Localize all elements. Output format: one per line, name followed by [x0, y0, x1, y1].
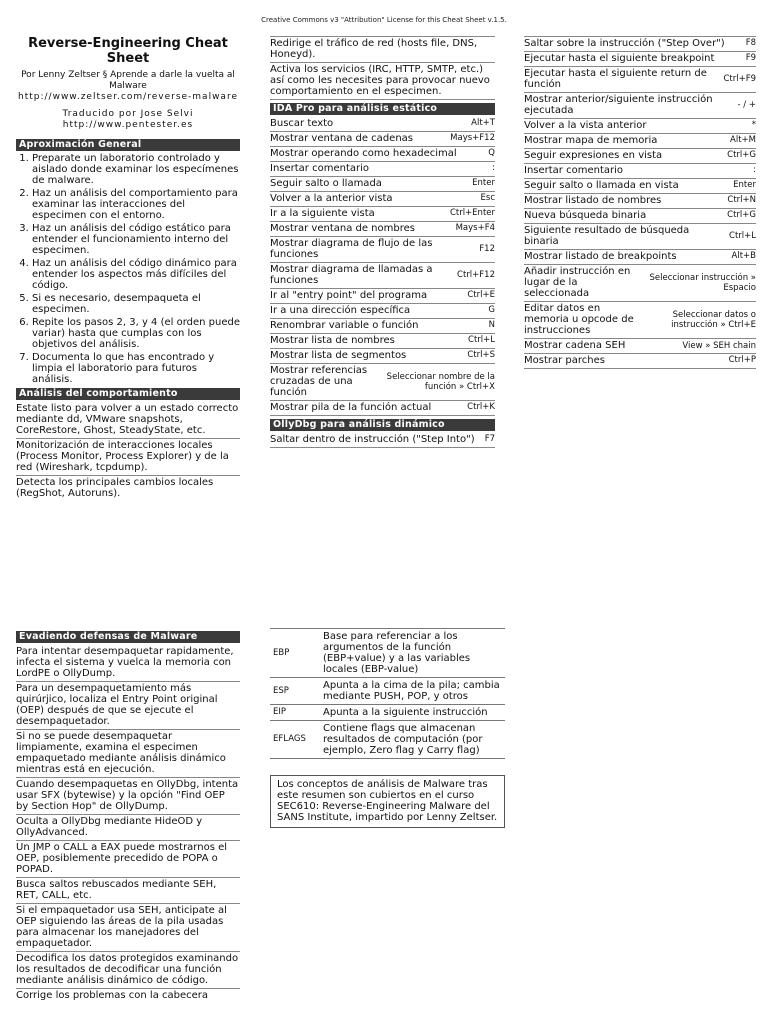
author-url[interactable]: http://www.zeltser.com/reverse-malware [18, 92, 238, 102]
shortcut-key: Mays+F12 [450, 133, 495, 143]
step-item: 2. Haz un análisis del comportamiento para examinar las interacciones del especimen con el entorno. [32, 188, 240, 221]
register-row [270, 705, 505, 721]
evading-item: Si no se puede desempaquetar limpiamente, examina el especimen empaquetado mediante análisis dinámico mientras está en ejecución. [16, 730, 240, 778]
shortcut-key: Alt+M [730, 135, 756, 145]
shortcut-row [270, 207, 495, 222]
shortcut-key: F12 [479, 243, 495, 254]
section-heading-olly: OllyDbg para análisis dinámico [270, 419, 495, 431]
registers-section [270, 628, 505, 828]
evading-item: Un JMP o CALL a EAX puede mostrarnos el OEP, posiblemente precedido de POPA o POPAD. [16, 841, 240, 878]
shortcut-row [270, 304, 495, 319]
shortcut-key: Ctrl+S [467, 350, 495, 360]
register-description: Contiene flags que almacenan resultados de computación (por ejemplo, Zero flag y Carry flag) [320, 721, 505, 759]
olly-shortcut-list-continued [524, 36, 756, 369]
step-item: 3. Haz un análisis del código estático para entender el funcionamiento interno del especimen. [32, 223, 240, 256]
shortcut-key: G [488, 305, 495, 315]
shortcut-action: Nueva búsqueda binaria [524, 210, 647, 221]
shortcut-action: Mostrar operando como hexadecimal [270, 148, 457, 159]
shortcut-key: Ctrl+L [468, 335, 495, 345]
behavior-item: Monitorización de interacciones locales (Process Monitor, Process Explorer) y de la red (Wireshark, tcpdump). [16, 439, 240, 476]
evading-section [16, 628, 240, 1003]
course-note: Los conceptos de análisis de Malware tras este resumen son cubiertos en el curso SEC610: Reverse-Engineering Malware del SANS Institute, impartido por Lenny Zeltser. [270, 775, 505, 828]
shortcut-key: Ctrl+N [727, 195, 756, 205]
shortcut-key: Ctrl+Enter [449, 208, 495, 218]
shortcut-key: Ctrl+P [728, 355, 756, 365]
shortcut-row [270, 401, 495, 416]
shortcut-key: F7 [484, 434, 495, 444]
step-item: 5. Si es necesario, desempaqueta el especimen. [32, 293, 240, 315]
shortcut-key: Enter [472, 178, 495, 188]
shortcut-key: Q [488, 148, 495, 158]
evading-item: Corrige los problemas con la cabecera [16, 990, 209, 1001]
shortcut-action: Mostrar diagrama de llamadas a funciones [270, 264, 433, 286]
shortcut-row [524, 302, 756, 339]
evading-item: Si el empaquetador usa SEH, anticipate al OEP siguiendo las áreas de la pila usadas para almacenar los manejadores del empaquetador. [16, 904, 240, 952]
shortcut-action: Mostrar cadena SEH [524, 340, 626, 351]
shortcut-key: Ctrl+L [729, 230, 756, 241]
section-heading-ida: IDA Pro para análisis estático [270, 103, 495, 115]
shortcut-action: Seguir expresiones en vista [524, 150, 663, 161]
shortcut-row [524, 250, 756, 265]
translator-line: Traducido por Jose Selvi [62, 109, 194, 119]
shortcut-key: Ctrl+F12 [457, 269, 495, 280]
shortcut-action: Volver a la anterior vista [270, 193, 393, 204]
column-right [524, 36, 756, 369]
shortcut-key: Ctrl+G [727, 150, 756, 160]
shortcut-key: Ctrl+G [727, 210, 756, 220]
shortcut-action: Añadir instrucción en lugar de la seleccionada [524, 266, 631, 299]
shortcut-key: View » SEH chain [682, 340, 756, 351]
shortcut-row [270, 177, 495, 192]
shortcut-key: Seleccionar datos o instrucción » Ctrl+E [671, 309, 756, 330]
shortcut-row [270, 132, 495, 147]
behavior-item: Redirige el tráfico de red (hosts file, DNS, Honeyd). [270, 36, 495, 63]
shortcut-row [270, 364, 495, 401]
shortcut-row [524, 134, 756, 149]
shortcut-key: F8 [745, 38, 756, 48]
translator-url[interactable]: http://www.pentester.es [62, 120, 194, 130]
shortcut-action: Mostrar lista de nombres [270, 335, 395, 346]
shortcut-row [270, 237, 495, 263]
shortcut-key: Ctrl+F9 [723, 73, 756, 84]
shortcut-action: Mostrar pila de la función actual [270, 402, 432, 413]
shortcut-action: Saltar dentro de instrucción ("Step Into") [270, 434, 475, 445]
author-line: Por Lenny Zeltser § Aprende a darle la vuelta al Malware [21, 70, 235, 91]
behavior-item: Estate listo para volver a un estado correcto mediante dd, VMware snapshots, CoreRestore, Ghost, SteadyState, etc. [16, 402, 240, 439]
shortcut-action: Volver a la vista anterior [524, 120, 647, 131]
evading-item: Oculta a OllyDbg mediante HideOD y OllyAdvanced. [16, 815, 240, 841]
register-description: Apunta a la siguiente instrucción [320, 705, 505, 721]
register-row [270, 629, 505, 678]
shortcut-key: * [751, 120, 756, 130]
shortcut-row [270, 319, 495, 334]
evading-item: Busca saltos rebuscados mediante SEH, RET, CALL, etc. [16, 878, 240, 904]
overview-steps [16, 153, 240, 385]
shortcut-action: Mostrar anterior/siguiente instrucción ejecutada [524, 94, 713, 116]
shortcut-action: Insertar comentario [524, 165, 624, 176]
evading-list [16, 645, 240, 1003]
shortcut-row [524, 149, 756, 164]
section-heading-behavior: Análisis del comportamiento [16, 388, 240, 400]
shortcut-action: Seguir salto o llamada [270, 178, 382, 189]
shortcut-action: Mostrar mapa de memoria [524, 135, 658, 146]
shortcut-action: Ejecutar hasta el siguiente return de función [524, 68, 707, 90]
shortcut-row [524, 209, 756, 224]
translation-credit [16, 109, 240, 131]
shortcut-action: Mostrar listado de nombres [524, 195, 662, 206]
olly-shortcut-list [270, 433, 495, 448]
shortcut-row [270, 263, 495, 289]
register-name: ESP [270, 678, 320, 705]
behavior-item: Detecta los principales cambios locales (RegShot, Autoruns). [16, 477, 214, 499]
shortcut-key: Seleccionar nombre de la función » Ctrl+X [386, 371, 495, 392]
shortcut-row [270, 147, 495, 162]
shortcut-key: Mays+F4 [455, 223, 495, 233]
shortcut-action: Seguir salto o llamada en vista [524, 180, 679, 191]
shortcut-key: F9 [745, 53, 756, 63]
evading-item: Para un desempaquetamiento más quirúrjico, localiza el Entry Point original (OEP) después de que se ejecute el desempaquetador. [16, 682, 240, 730]
shortcut-row [270, 162, 495, 177]
shortcut-row [524, 354, 756, 369]
shortcut-key: N [488, 320, 495, 330]
step-item: 6. Repite los pasos 2, 3, y 4 (el orden puede variar) hasta que cumplas con los objetivos del análisis. [32, 317, 240, 350]
evading-item: Cuando desempaquetas en OllyDbg, intenta usar SFX (bytewise) y la opción "Find OEP by Section Hop" de OllyDump. [16, 778, 240, 815]
shortcut-action: Mostrar ventana de nombres [270, 223, 415, 234]
shortcut-key: Seleccionar instrucción » Espacio [649, 272, 756, 293]
step-item: 1. Preparate un laboratorio controlado y aislado donde examinar los especímenes de malware. [32, 153, 240, 186]
shortcut-row [524, 119, 756, 134]
shortcut-action: Mostrar parches [524, 355, 605, 366]
shortcut-row [524, 52, 756, 67]
shortcut-key: Ctrl+E [467, 290, 495, 300]
shortcut-key: : [753, 165, 756, 175]
register-description: Base para referenciar a los argumentos de la función (EBP+value) y a las variables locales (EBP-value) [320, 629, 505, 678]
register-row [270, 721, 505, 759]
shortcut-action: Renombrar variable o función [270, 320, 419, 331]
shortcut-key: : [492, 163, 495, 173]
shortcut-key: Alt+T [471, 118, 495, 128]
step-item: 7. Documenta lo que has encontrado y limpia el laboratorio para futuros análisis. [32, 352, 240, 385]
shortcut-action: Ir a la siguiente vista [270, 208, 375, 219]
shortcut-row [524, 93, 756, 119]
shortcut-row [524, 164, 756, 179]
shortcut-key: Esc [480, 193, 495, 203]
column-left [16, 36, 240, 501]
behavior-item: Activa los servicios (IRC, HTTP, SMTP, etc.) así como les necesites para provocar nuevo comportamiento en el especimen. [270, 63, 495, 100]
shortcut-row [270, 192, 495, 207]
shortcut-row [270, 334, 495, 349]
shortcut-row [524, 37, 756, 52]
register-name: EBP [270, 629, 320, 678]
shortcut-key: - / + [737, 99, 756, 110]
shortcut-action: Saltar sobre la instrucción ("Step Over") [524, 38, 725, 49]
registers-table [270, 628, 505, 759]
column-middle [270, 36, 495, 448]
shortcut-action: Siguiente resultado de búsqueda binaria [524, 225, 690, 247]
register-row [270, 678, 505, 705]
shortcut-row [524, 179, 756, 194]
shortcut-row [270, 117, 495, 132]
shortcut-action: Buscar texto [270, 118, 334, 129]
shortcut-row [524, 67, 756, 93]
shortcut-row [270, 289, 495, 304]
license-line: Creative Commons v3 "Attribution" License for this Cheat Sheet v.1.5. [261, 16, 507, 24]
register-name: EIP [270, 705, 320, 721]
page-title: Reverse-Engineering Cheat Sheet [28, 36, 228, 66]
shortcut-action: Mostrar referencias cruzadas de una función [270, 365, 368, 398]
shortcut-row [524, 224, 756, 250]
shortcut-action: Mostrar lista de segmentos [270, 350, 407, 361]
shortcut-action: Mostrar diagrama de flujo de las funciones [270, 238, 433, 260]
register-name: EFLAGS [270, 721, 320, 759]
section-heading-evading: Evadiendo defensas de Malware [16, 631, 240, 643]
evading-item: Para intentar desempaquetar rapidamente, infecta el sistema y vuelca la memoria con LordPE o OllyDump. [16, 645, 240, 682]
shortcut-action: Insertar comentario [270, 163, 370, 174]
section-heading-overview: Aproximación General [16, 139, 240, 151]
shortcut-action: Editar datos en memoria u opcode de instrucciones [524, 303, 634, 336]
shortcut-row [270, 222, 495, 237]
shortcut-action: Mostrar listado de breakpoints [524, 251, 677, 262]
shortcut-action: Mostrar ventana de cadenas [270, 133, 413, 144]
shortcut-key: Enter [733, 180, 756, 190]
step-item: 4. Haz un análisis del código dinámico para entender los aspectos más difíciles del código. [32, 258, 240, 291]
shortcut-row [270, 433, 495, 448]
ida-shortcut-list [270, 117, 495, 416]
evading-item: Decodifica los datos protegidos examinando los resultados de decodificar una función mediante análisis dinámico de código. [16, 952, 240, 989]
shortcut-row [524, 265, 756, 302]
shortcut-key: Ctrl+K [467, 402, 495, 412]
shortcut-row [524, 194, 756, 209]
shortcut-action: Ir al "entry point" del programa [270, 290, 428, 301]
shortcut-action: Ejecutar hasta el siguiente breakpoint [524, 53, 715, 64]
shortcut-row [270, 349, 495, 364]
shortcut-row [524, 339, 756, 354]
register-description: Apunta a la cima de la pila; cambia mediante PUSH, POP, y otros [320, 678, 505, 705]
shortcut-key: Alt+B [731, 251, 756, 261]
byline [16, 70, 240, 103]
shortcut-action: Ir a una dirección específica [270, 305, 411, 316]
